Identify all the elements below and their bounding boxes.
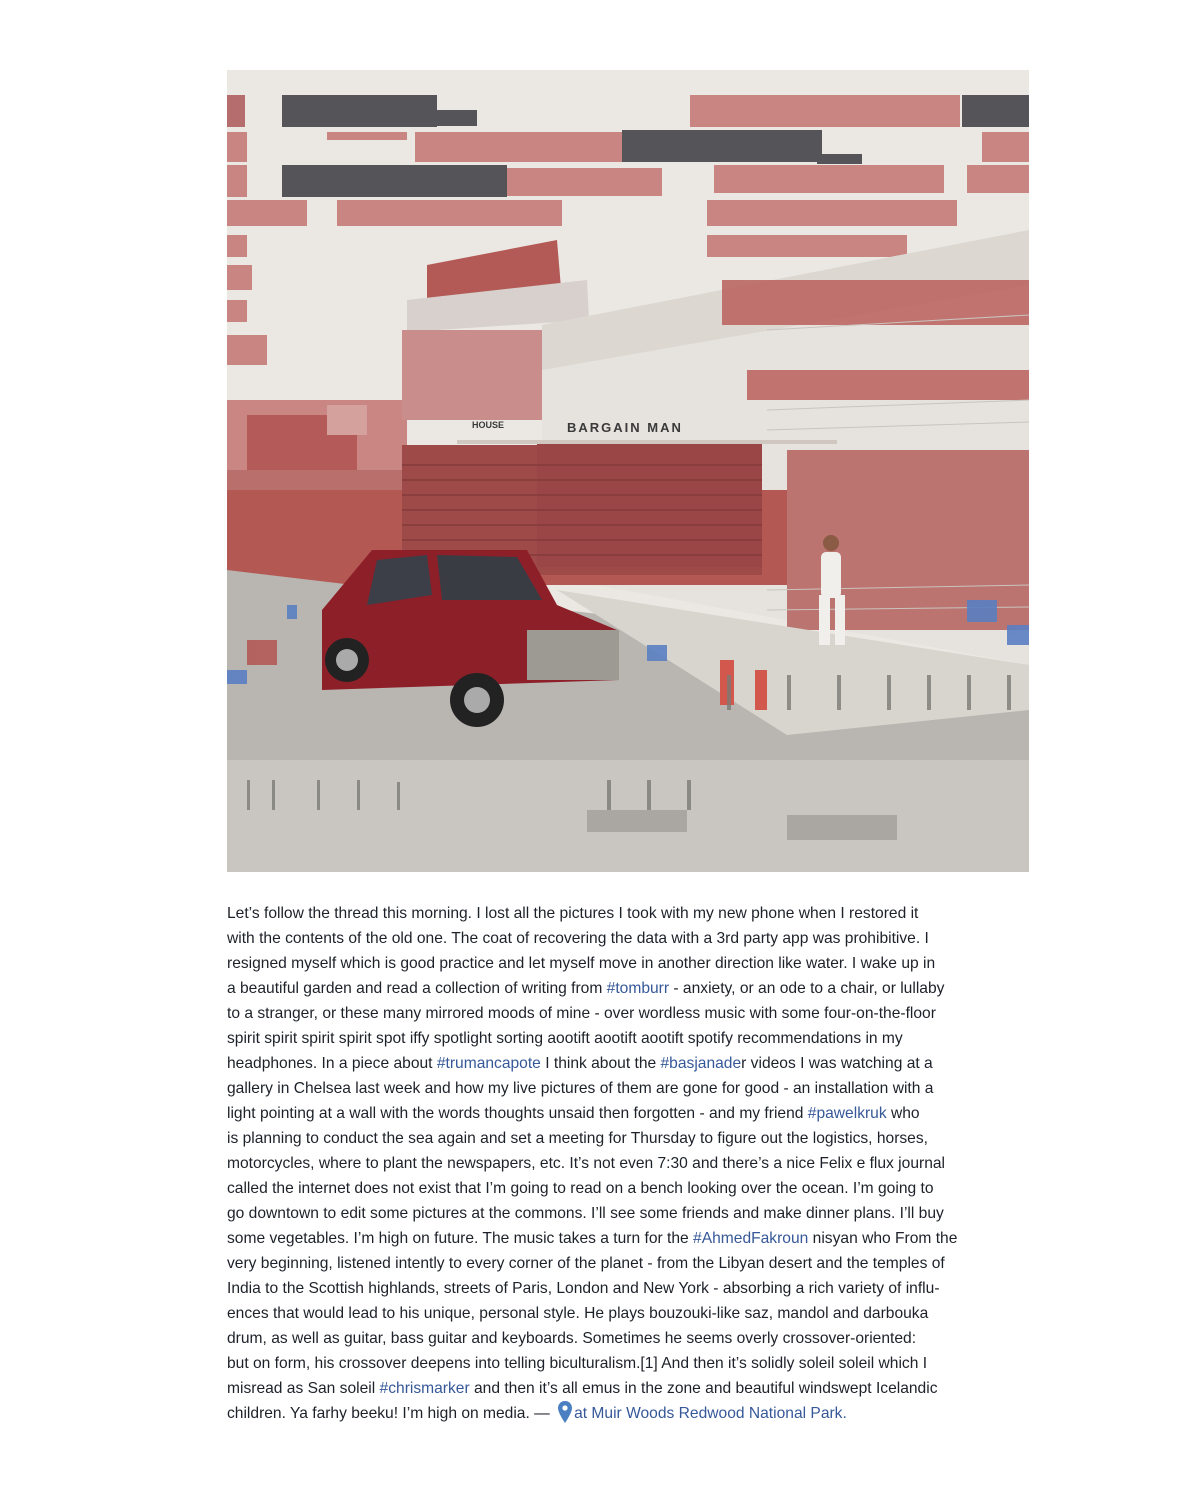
hashtag-link[interactable]: #tomburr [606,980,670,997]
post-text-segment: gallery in Chelsea last week and how my live pictures of them are gone for good - an installation with a [227,1080,934,1097]
post-text-segment: Let’s follow the thread this morning. I lost all the pictures I took with my new phone when I restored it [227,905,919,922]
post-text-segment: but on form, his crossover deepens into telling biculturalism.[1] And then it’s solidly soleil soleil which I [227,1355,928,1372]
glitch-street-photo [227,70,1029,872]
post-text-line [227,1151,1030,1176]
post-text-segment: light pointing at a wall with the words thoughts unsaid then forgotten - and my friend [227,1105,808,1122]
post-text-segment: children. Ya farhy beeku! I’m high on media. — [227,1405,555,1422]
post-body [227,901,1030,1426]
post-text-line [227,1376,1030,1401]
post-text-line [227,926,1030,951]
post-text-line [227,1201,1030,1226]
post-text-segment: some vegetables. I’m high on future. The music takes a turn for the [227,1230,694,1247]
post-text-line [227,1176,1030,1201]
post-text-segment: very beginning, listened intently to every corner of the planet - from the Libyan desert and the temples of [227,1255,945,1272]
hashtag-link[interactable]: #trumancapote [436,1055,541,1072]
post-text-segment: motorcycles, where to plant the newspapers, etc. It’s not even 7:30 and there’s a nice Felix e flux journal [227,1155,945,1172]
post-text-line [227,1126,1030,1151]
post-text-segment: India to the Scottish highlands, streets of Paris, London and New York - absorbing a rich variety of influ- [227,1280,940,1297]
hashtag-link[interactable]: #basjanade [660,1055,742,1072]
post-text-line [227,1251,1030,1276]
bargain-man-sign: BARGAIN MAN [567,420,683,435]
post-text-segment: r videos I was watching at a [741,1055,933,1072]
house-sign: HOUSE [472,420,505,430]
post-text-line [227,1001,1030,1026]
hashtag-link[interactable]: #chrismarker [379,1380,470,1397]
post-text-segment: nisyan who From the [808,1230,958,1247]
post-text-segment: is planning to conduct the sea again and set a meeting for Thursday to figure out the logistics, horses, [227,1130,928,1147]
location-link[interactable]: at Muir Woods Redwood National Park. [574,1405,847,1422]
post-text-segment: I think about the [540,1055,661,1072]
post-text-segment: spirit spirit spirit spirit spot iffy spotlight sorting aootift aootift aootift spotify recommendations in my [227,1030,903,1047]
post-text-segment: with the contents of the old one. The coat of recovering the data with a 3rd party app was prohibitive. I [227,930,929,947]
post-text-segment: - anxiety, or an ode to a chair, or lullaby [669,980,945,997]
post-text-segment: go downtown to edit some pictures at the commons. I’ll see some friends and make dinner plans. I’ll buy [227,1205,944,1222]
post-text-segment: resigned myself which is good practice and let myself move in another direction like water. I wake up in [227,955,936,972]
post-text-line [227,901,1030,926]
post-text-segment: ences that would lead to his unique, personal style. He plays bouzouki-like saz, mandol and darbouka [227,1305,929,1322]
post-text-line [227,1026,1030,1051]
post-text-line [227,1326,1030,1351]
post-text-line [227,1051,1030,1076]
post-text-line [227,1351,1030,1376]
post-text-segment: headphones. In a piece about [227,1055,437,1072]
post-text-segment: drum, as well as guitar, bass guitar and keyboards. Sometimes he seems overly crossover-oriented: [227,1330,917,1347]
post-text-line [227,1276,1030,1301]
post-text-line [227,1301,1030,1326]
post-text-line [227,976,1030,1001]
location-pin-icon [558,1401,572,1423]
post-text-line [227,1076,1030,1101]
post-text-segment: misread as San soleil [227,1380,380,1397]
post-text-line [227,1401,1030,1426]
post-text-segment: who [886,1105,920,1122]
post-text-segment: to a stranger, or these many mirrored moods of mine - over wordless music with some four-on-the-floor [227,1005,936,1022]
post-text-segment: a beautiful garden and read a collection of writing from [227,980,607,997]
hashtag-link[interactable]: #AhmedFakroun [693,1230,809,1247]
post-text-line [227,951,1030,976]
hashtag-link[interactable]: #pawelkruk [807,1105,887,1122]
post-text-segment: called the internet does not exist that I’m going to read on a bench looking over the ocean. I’m going to [227,1180,934,1197]
post-text-line [227,1101,1030,1126]
post-text-segment: and then it’s all emus in the zone and beautiful windswept Icelandic [469,1380,938,1397]
post-text-line [227,1226,1030,1251]
post-photo[interactable] [227,70,1029,872]
